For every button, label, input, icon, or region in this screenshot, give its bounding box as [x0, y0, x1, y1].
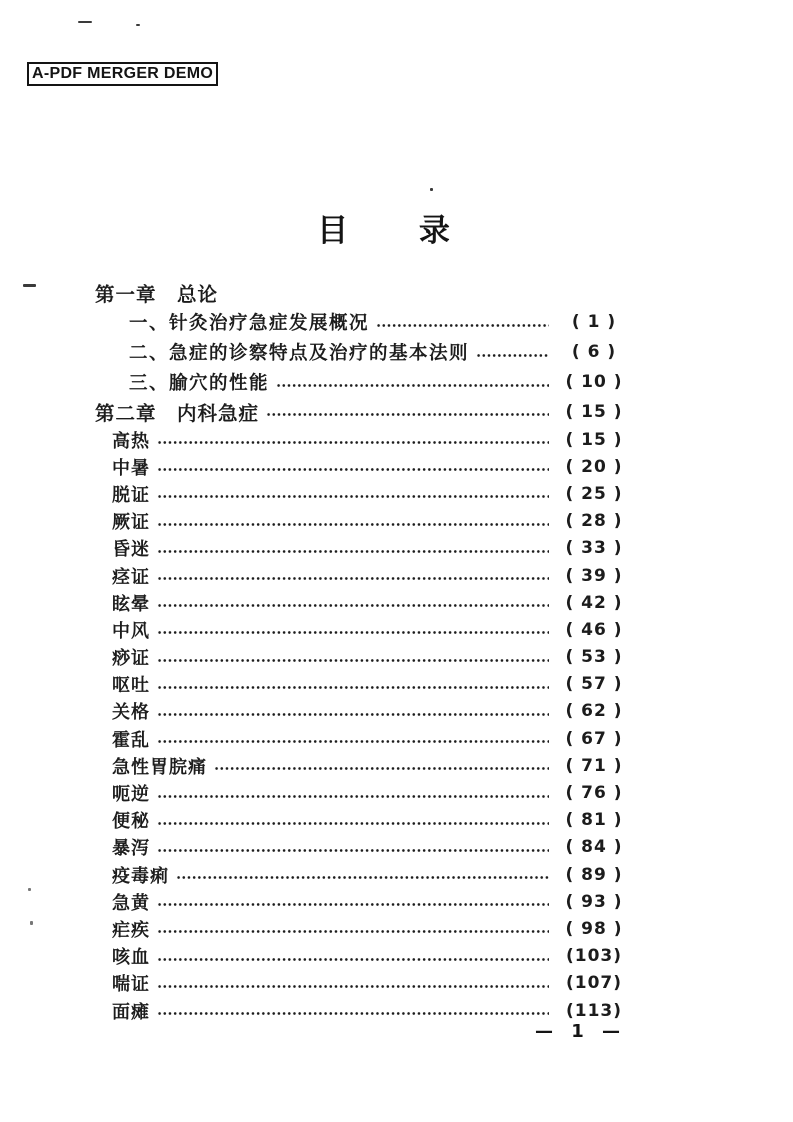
toc-row	[95, 367, 635, 397]
toc-entry-title: 三、腧穴的性能	[129, 373, 270, 394]
toc-entry-title: 脱证	[112, 484, 150, 506]
dotted-leader	[157, 603, 549, 608]
toc-row	[95, 589, 635, 616]
scan-artifact	[30, 921, 33, 925]
toc-entry-title: 痉证	[112, 566, 150, 588]
toc-row	[95, 616, 635, 643]
toc-entry-page: (107)	[565, 973, 623, 994]
toc-entry-title: 呃逆	[112, 784, 150, 806]
toc-entry-page: ( 89 )	[565, 864, 623, 885]
scan-artifact	[28, 888, 31, 891]
toc-row	[95, 562, 635, 589]
toc-row	[95, 807, 635, 834]
dotted-leader	[157, 794, 549, 799]
dotted-leader	[157, 630, 549, 635]
dotted-leader	[376, 323, 549, 328]
dotted-leader	[266, 412, 549, 417]
toc-entry-title: 急性胃脘痛	[112, 756, 207, 778]
toc-entry-title: 霍乱	[112, 729, 150, 751]
toc-row	[95, 970, 635, 997]
toc-entry-title: 呕吐	[112, 675, 150, 697]
scan-artifact	[78, 21, 92, 23]
toc-entry-title: 关格	[112, 702, 150, 724]
toc-entry-page: (103)	[565, 946, 623, 967]
dotted-leader	[157, 522, 549, 527]
toc-entry-title: 昏迷	[112, 539, 150, 561]
toc-entry-title: 中暑	[112, 457, 150, 479]
toc-entry-title: 疟疾	[112, 919, 150, 941]
toc-entry-title: 痧证	[112, 648, 150, 670]
page-number-footer: — 1 —	[534, 1021, 622, 1042]
toc-entry-page: ( 10 )	[565, 372, 623, 392]
toc-row	[95, 915, 635, 942]
dotted-leader	[276, 383, 549, 388]
page-title: 目 录	[317, 213, 452, 249]
scan-artifact	[430, 188, 433, 191]
toc-entry-title: 第二章 内科急症	[95, 401, 260, 425]
toc-row	[95, 397, 635, 426]
dotted-leader	[157, 658, 549, 663]
toc-entry-title: 面瘫	[112, 1001, 150, 1023]
toc-row	[95, 480, 635, 507]
dotted-leader	[176, 875, 549, 880]
toc-row	[95, 861, 635, 888]
toc-row	[95, 834, 635, 861]
toc-row	[95, 307, 635, 337]
toc-row	[95, 508, 635, 535]
dotted-leader	[157, 685, 549, 690]
toc-entry-page: ( 15 )	[565, 429, 623, 450]
table-of-contents	[95, 278, 635, 1024]
toc-entry-page: ( 81 )	[565, 810, 623, 831]
toc-entry-title: 高热	[112, 430, 150, 452]
dotted-leader	[157, 1011, 549, 1016]
toc-entry-title: 第一章 总论	[95, 282, 219, 306]
toc-entry-page: ( 98 )	[565, 918, 623, 939]
toc-entry-page: ( 1 )	[571, 312, 617, 332]
dotted-leader	[157, 494, 549, 499]
toc-entry-title: 一、针灸治疗急症发展概况	[129, 313, 370, 334]
dotted-leader	[157, 576, 549, 581]
toc-entry-page: ( 46 )	[565, 619, 623, 640]
toc-entry-page: ( 62 )	[565, 701, 623, 722]
dotted-leader	[157, 440, 549, 445]
toc-row	[95, 725, 635, 752]
toc-entry-title: 咳血	[112, 947, 150, 969]
toc-entry-page: ( 25 )	[565, 483, 623, 504]
dotted-leader	[214, 766, 549, 771]
pdf-merger-demo-watermark: A-PDF MERGER DEMO	[27, 62, 218, 86]
toc-row	[95, 644, 635, 671]
toc-entry-page: (113)	[565, 1000, 623, 1021]
toc-row	[95, 278, 635, 307]
dotted-leader	[157, 821, 549, 826]
toc-row	[95, 943, 635, 970]
toc-row	[95, 337, 635, 367]
toc-entry-page: ( 93 )	[565, 891, 623, 912]
toc-entry-page: ( 84 )	[565, 837, 623, 858]
toc-entry-title: 喘证	[112, 974, 150, 996]
toc-entry-page: ( 53 )	[565, 647, 623, 668]
toc-entry-page: ( 15 )	[565, 401, 623, 422]
toc-entry-title: 眩晕	[112, 593, 150, 615]
dotted-leader	[157, 902, 549, 907]
toc-entry-title: 二、急症的诊察特点及治疗的基本法则	[129, 343, 470, 364]
toc-entry-title: 厥证	[112, 512, 150, 534]
dotted-leader	[157, 549, 549, 554]
toc-entry-page: ( 67 )	[565, 728, 623, 749]
toc-row	[95, 535, 635, 562]
toc-entry-page: ( 28 )	[565, 511, 623, 532]
toc-row	[95, 698, 635, 725]
toc-entry-title: 便秘	[112, 811, 150, 833]
toc-entry-page: ( 20 )	[565, 456, 623, 477]
dotted-leader	[476, 353, 549, 358]
toc-entry-page: ( 76 )	[565, 783, 623, 804]
toc-row	[95, 752, 635, 779]
dotted-leader	[157, 929, 549, 934]
toc-entry-title: 中风	[112, 620, 150, 642]
dotted-leader	[157, 739, 549, 744]
toc-entry-title: 疫毒痢	[112, 865, 169, 887]
dotted-leader	[157, 984, 549, 989]
toc-entry-page: ( 6 )	[571, 342, 617, 362]
toc-row	[95, 426, 635, 453]
toc-entry-page: ( 71 )	[565, 755, 623, 776]
dotted-leader	[157, 467, 549, 472]
toc-entry-page: ( 57 )	[565, 674, 623, 695]
toc-entry-page: ( 42 )	[565, 592, 623, 613]
margin-dash-mark	[23, 284, 36, 287]
dotted-leader	[157, 848, 549, 853]
toc-row	[95, 779, 635, 806]
scan-artifact	[136, 24, 140, 26]
dotted-leader	[157, 957, 549, 962]
toc-entry-title: 急黄	[112, 892, 150, 914]
toc-row	[95, 888, 635, 915]
toc-entry-title: 暴泻	[112, 838, 150, 860]
dotted-leader	[157, 712, 549, 717]
toc-entry-page: ( 39 )	[565, 565, 623, 586]
toc-entry-page: ( 33 )	[565, 538, 623, 559]
toc-row	[95, 671, 635, 698]
toc-row	[95, 453, 635, 480]
